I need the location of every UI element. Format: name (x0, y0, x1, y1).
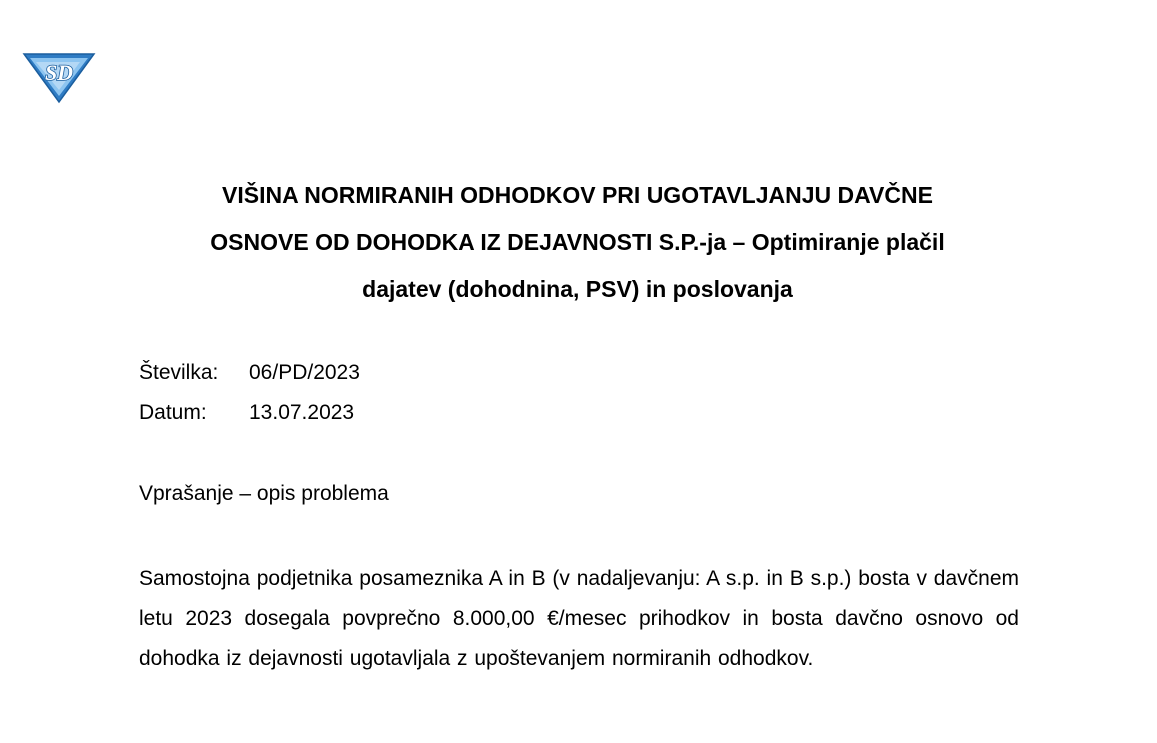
company-logo (20, 48, 98, 104)
document-number-row (139, 358, 360, 388)
section-heading: Vprašanje – opis problema (139, 482, 389, 505)
title-line: VIŠINA NORMIRANIH ODHODKOV PRI UGOTAVLJANJU DAVČNE (222, 182, 933, 208)
title-line: OSNOVE OD DOHODKA IZ DEJAVNOSTI S.P.-ja – Optimiranje plačil (210, 229, 945, 255)
document-date-row (139, 398, 354, 428)
document-date-value: 13.07.2023 (249, 401, 355, 424)
logo-letters: SD (44, 60, 74, 85)
document-number-value: 06/PD/2023 (249, 361, 360, 384)
title-line: dajatev (dohodnina, PSV) in poslovanja (362, 276, 793, 302)
sd-shield-logo-icon (20, 48, 98, 104)
document-title (120, 172, 1035, 313)
document-date-label: Datum: (139, 401, 207, 424)
document-number-label: Številka: (139, 361, 219, 384)
body-paragraph: Samostojna podjetnika posameznika A in B (v nadaljevanju: A s.p. in B s.p.) bosta v davčnem letu 2023 dosegala povprečno 8.000,00 €/mesec prihodkov in bosta davčno osnovo od dohodka iz dejavnosti ugotavljala z upoštevanjem normiranih odhodkov. (139, 567, 1019, 670)
